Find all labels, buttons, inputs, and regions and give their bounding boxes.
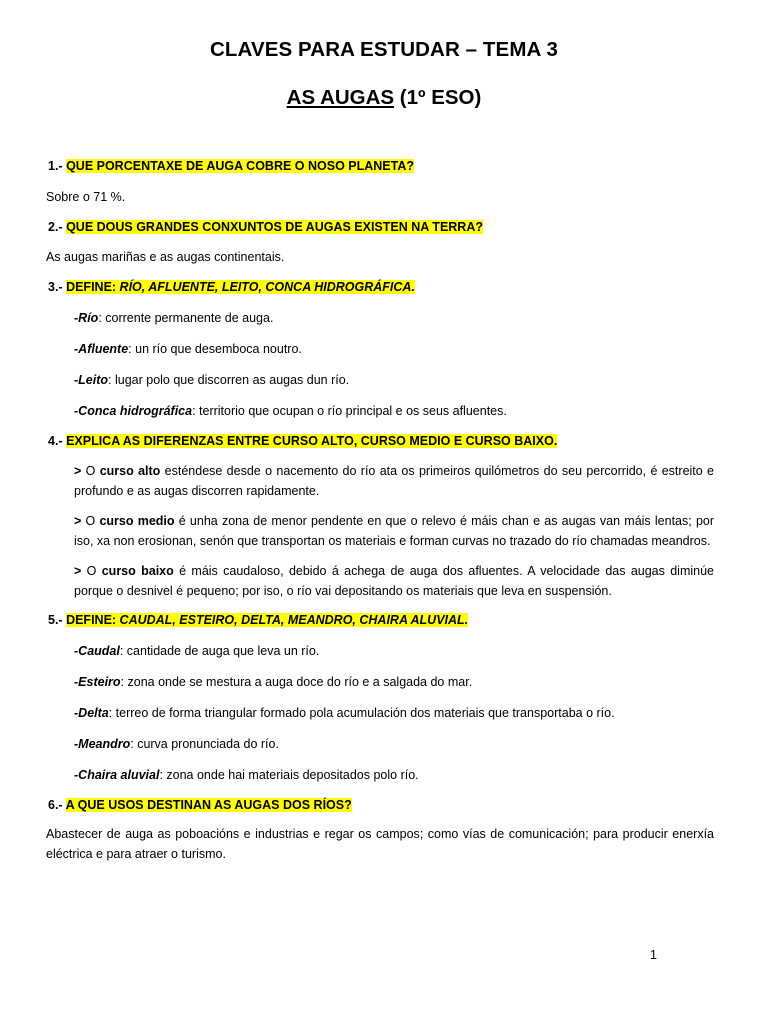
question-5 (48, 611, 714, 629)
subtitle-rest: (1º ESO) (394, 86, 482, 109)
question-text: DEFINE: RÍO, AFLUENTE, LEITO, CONCA HIDROGRÁFICA. (66, 280, 415, 294)
definition-item: -Meandro: curva pronunciada do río. (74, 737, 279, 751)
question-text: EXPLICA AS DIFERENZAS ENTRE CURSO ALTO, CURSO MEDIO E CURSO BAIXO. (66, 434, 558, 448)
definition-item: -Chaira aluvial: zona onde hai materiais depositados polo río. (74, 768, 419, 782)
question-text: QUE DOUS GRANDES CONXUNTOS DE AUGAS EXISTEN NA TERRA? (66, 220, 483, 234)
answer-2: As augas mariñas e as augas continentais. (46, 250, 285, 264)
question-text: DEFINE: CAUDAL, ESTEIRO, DELTA, MEANDRO, CHAIRA ALUVIAL. (66, 613, 469, 627)
subtitle-underlined: AS AUGAS (286, 86, 395, 109)
definition-item: -Afluente: un río que desemboca noutro. (74, 342, 302, 356)
question-4 (48, 432, 714, 450)
definition-item: -Leito: lugar polo que discorren as augas dun río. (74, 373, 350, 387)
course-item: > O curso medio é unha zona de menor pendente en que o relevo é máis chan e as augas van máis lentas; por iso, xa non erosionan, senón que transportan os materiais e forman curvas no trazado do río chamadas meandros. (74, 514, 715, 548)
definition-item: -Río: corrente permanente de auga. (74, 311, 274, 325)
document-subtitle (0, 86, 768, 110)
answer-1: Sobre o 71 %. (46, 190, 126, 204)
question-number: 5.- (48, 613, 67, 627)
course-item: > O curso baixo é máis caudaloso, debido á achega de auga dos afluentes. A velocidade das augas diminúe porque o desnivel é pequeno; por iso, o río vai depositando os materiais que leva en suspensión. (74, 564, 714, 598)
question-number: 6.- (48, 798, 66, 812)
definition-item: -Caudal: cantidade de auga que leva un río. (74, 644, 320, 658)
question-number: 3.- (48, 280, 67, 294)
document-title: CLAVES PARA ESTUDAR – TEMA 3 (210, 38, 558, 61)
course-item: > O curso alto esténdese desde o nacemento do río ata os primeiros quilómetros do seu percorrido, é estreito e profundo e as augas discorren rapidamente. (74, 464, 715, 498)
question-number: 4.- (48, 434, 67, 448)
page-number: 1 (650, 948, 657, 962)
question-6 (48, 796, 714, 814)
question-1 (48, 157, 714, 175)
question-text: QUE PORCENTAXE DE AUGA COBRE O NOSO PLANETA? (66, 159, 414, 173)
definition-item: -Delta: terreo de forma triangular formado pola acumulación dos materiais que transportaba o río. (74, 706, 615, 720)
definition-item: -Esteiro: zona onde se mestura a auga doce do río e a salgada do mar. (74, 675, 473, 689)
question-number: 2.- (48, 220, 67, 234)
question-2 (48, 218, 714, 236)
question-text: A QUE USOS DESTINAN AS AUGAS DOS RÍOS? (65, 798, 352, 812)
question-3 (48, 278, 714, 296)
definition-item: -Conca hidrográfica: territorio que ocupan o río principal e os seus afluentes. (74, 404, 507, 418)
question-number: 1.- (48, 159, 67, 173)
answer-6: Abastecer de auga as poboacións e industrias e regar os campos; como vías de comunicación; para producir enerxía eléctrica e para atraer o turismo. (46, 827, 714, 861)
document-content (46, 157, 714, 864)
